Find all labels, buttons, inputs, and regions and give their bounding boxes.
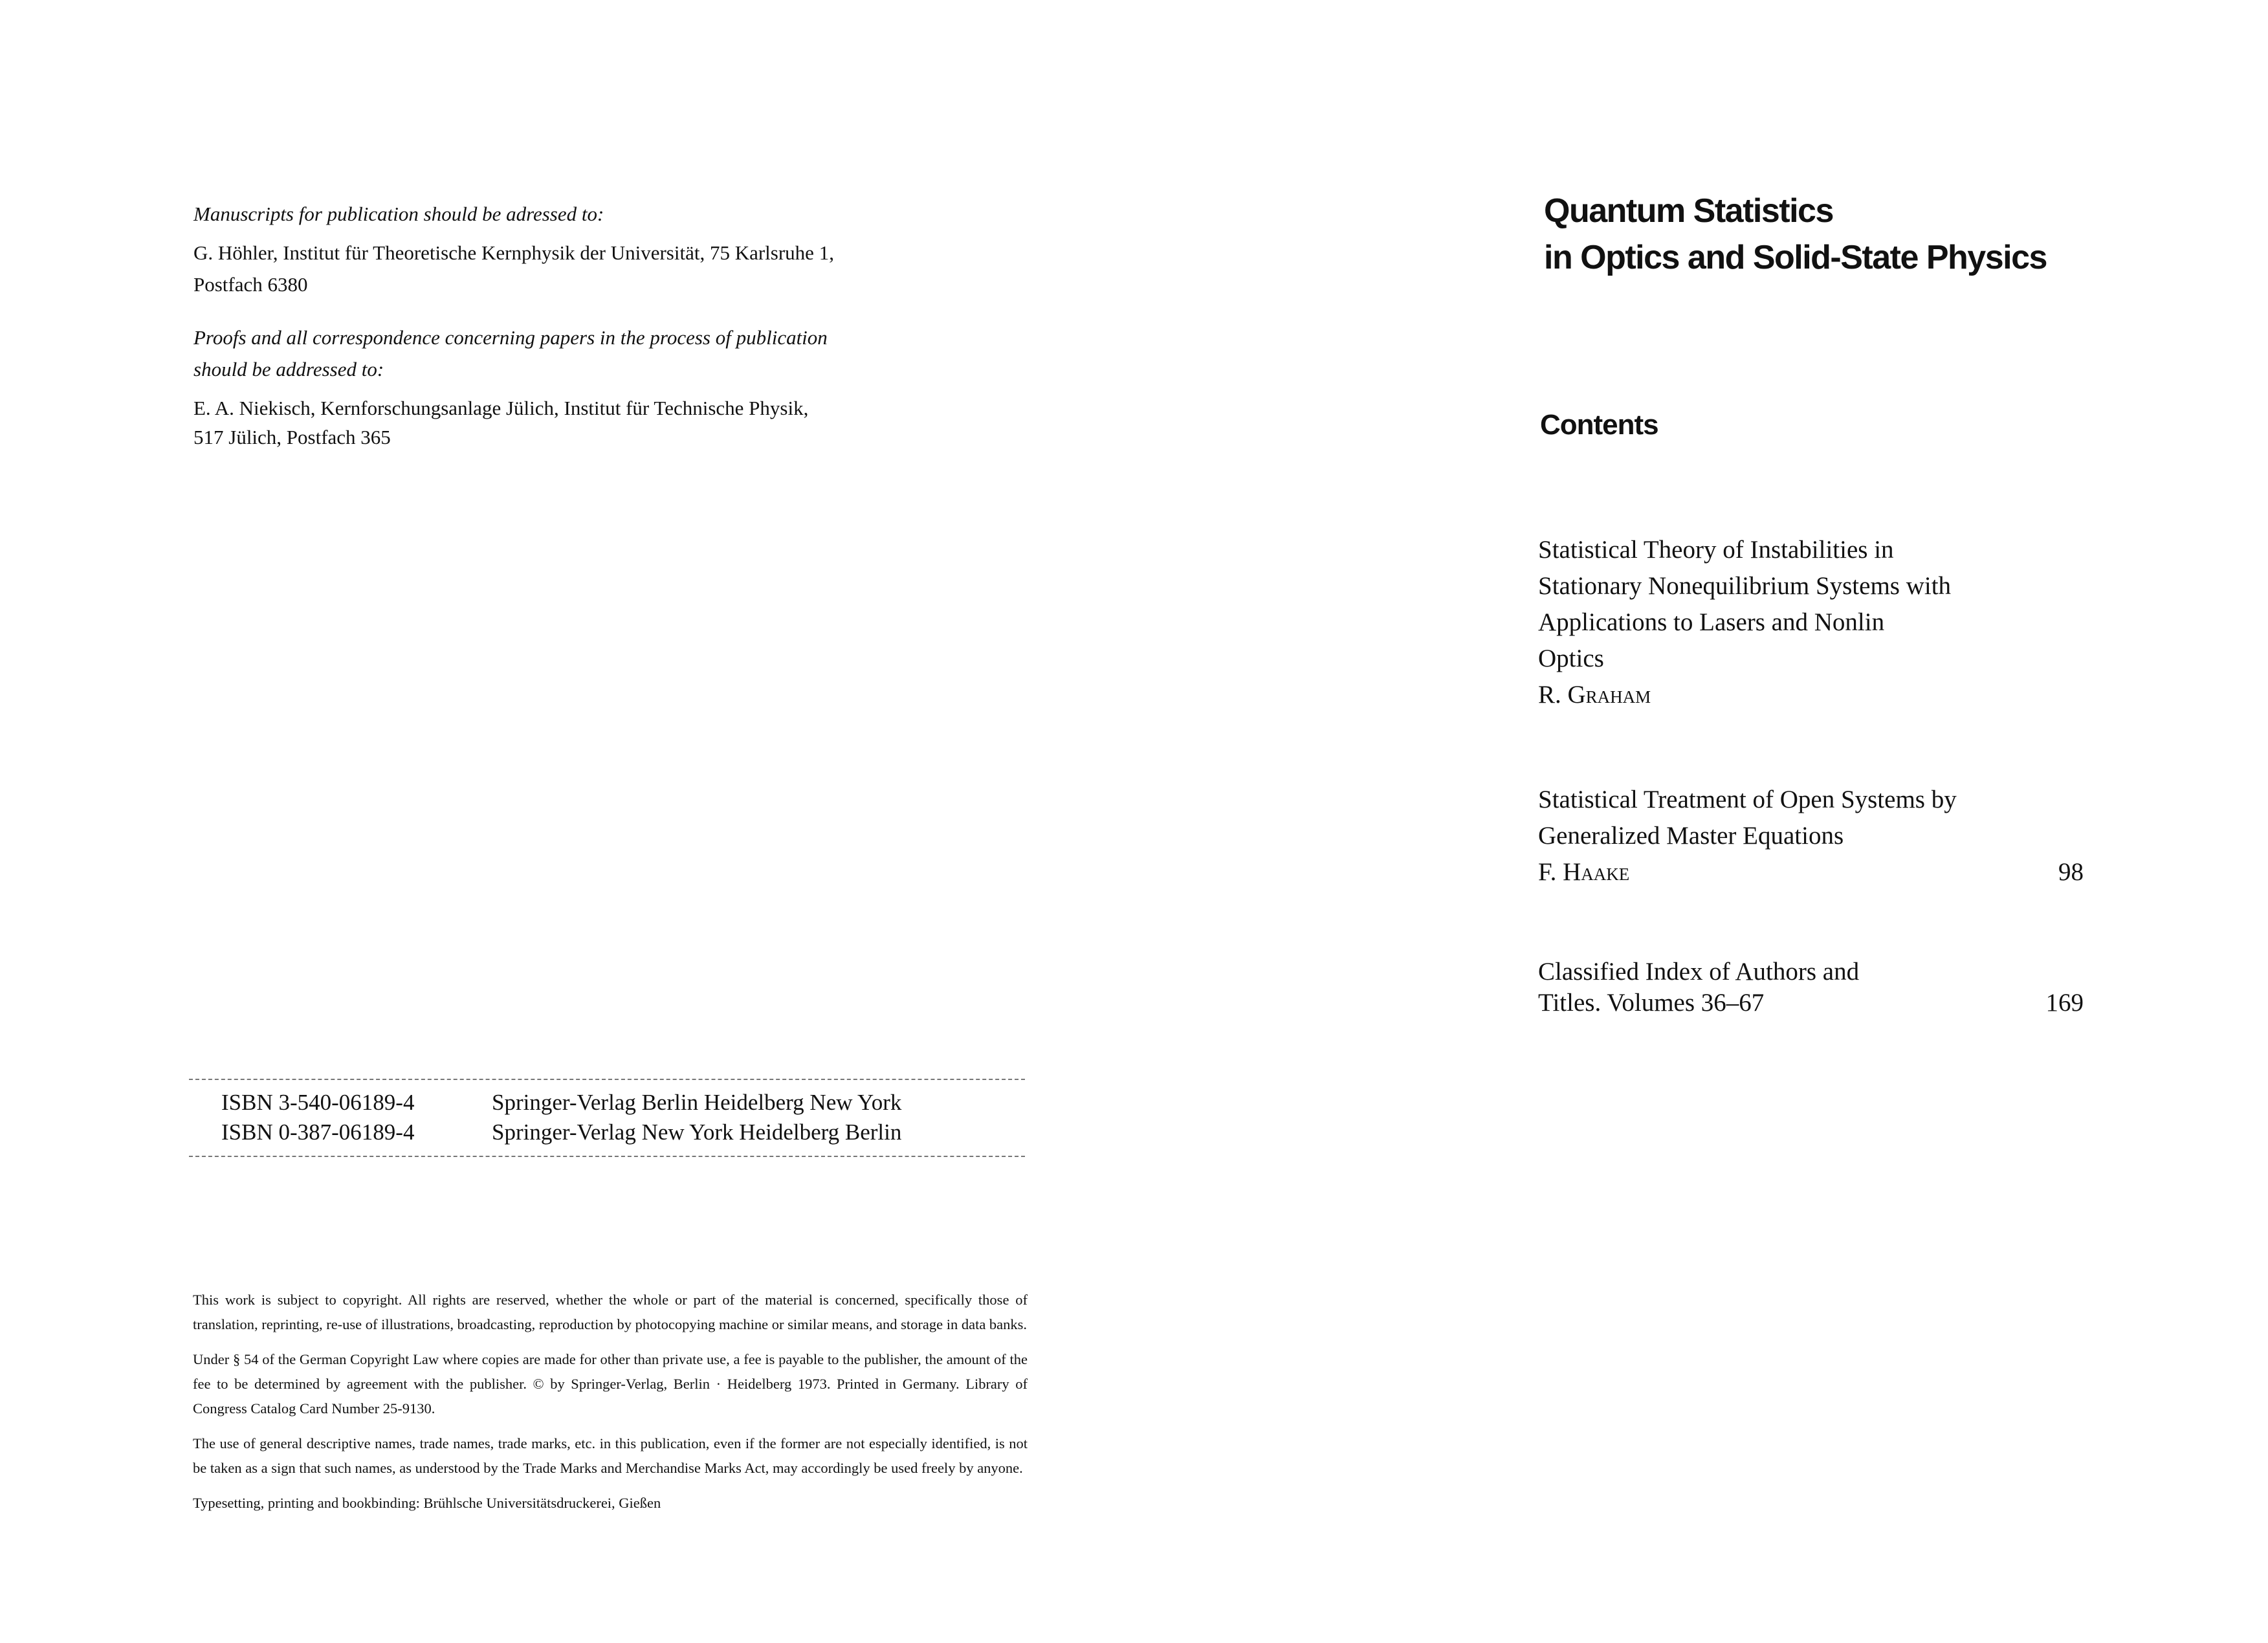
toc-entry-title-line: Optics (1538, 645, 1604, 672)
contents-heading: Contents (1540, 409, 1658, 441)
toc-entry-title-line: Titles. Volumes 36–67 (1538, 989, 1765, 1017)
isbn-bottom-rule (189, 1156, 1025, 1157)
printer-credit: Typesetting, printing and bookbinding: Brühlsche Universitätsdruckerei, Gießen (193, 1495, 661, 1511)
manuscripts-address-line: G. Höhler, Institut für Theoretische Kernphysik der Universität, 75 Karlsruhe 1, (193, 241, 834, 264)
toc-entry[interactable] (1538, 782, 2084, 890)
toc-entry-title-line: Stationary Nonequilibrium Systems with (1538, 572, 1952, 600)
manuscripts-address-line: Postfach 6380 (193, 273, 308, 296)
copyright-paragraph: Under § 54 of the German Copyright Law where copies are made for other than private use, a fee is payable to the publisher, the amount of the fee to be determined by agreement with the publisher. © by Springer-Verlag, Berlin · Heidelberg 1973. Printed in Germany. Library of Congress Catalog Card Number 25-9130. (193, 1351, 1028, 1417)
toc-entry-author: F. Haake (1538, 858, 1630, 886)
toc-entry[interactable] (1538, 956, 2084, 1019)
toc-entry[interactable] (1538, 532, 2084, 713)
isbn-publisher: Springer-Verlag Berlin Heidelberg New York (492, 1090, 902, 1115)
toc-entry-author: R. Graham (1538, 681, 1651, 709)
toc-entry-title-line: Statistical Treatment of Open Systems by (1538, 786, 1957, 813)
proofs-heading-line: should be addressed to: (193, 358, 384, 380)
proofs-address-line: E. A. Niekisch, Kernforschungsanlage Jülich, Institut für Technische Physik, (193, 397, 809, 419)
book-title-line: Quantum Statistics (1544, 192, 1833, 230)
book-title-line: in Optics and Solid-State Physics (1544, 239, 2047, 276)
toc-entry-page: 169 (2045, 989, 2084, 1017)
manuscripts-heading: Manuscripts for publication should be adressed to: (193, 203, 604, 225)
toc-entry-title-line: Applications to Lasers and Nonlin (1538, 608, 1885, 636)
proofs-heading-line: Proofs and all correspondence concerning papers in the process of publication (193, 326, 828, 349)
toc-entry-page: 98 (2058, 858, 2084, 886)
toc-entry-title-line: Classified Index of Authors and (1538, 958, 1860, 986)
copyright-notice (193, 1288, 1028, 1526)
toc-entry-title-line: Generalized Master Equations (1538, 822, 1844, 850)
isbn-number: ISBN 0-387-06189-4 (221, 1119, 415, 1145)
copyright-paragraph: The use of general descriptive names, trade names, trade marks, etc. in this publication, even if the former are not especially identified, is not be taken as a sign that such names, as understood by the Trade Marks and Merchandise Marks Act, may accordingly be used freely by anyone. (193, 1435, 1028, 1476)
isbn-top-rule (189, 1079, 1025, 1080)
toc-entry-title-line: Statistical Theory of Instabilities in (1538, 536, 1894, 564)
copyright-paragraph: This work is subject to copyright. All rights are reserved, whether the whole or part of the material is concerned, specifically those of translation, reprinting, re-use of illustrations, broadcasting, reproduction by photocopying machine or similar means, and storage in data banks. (193, 1292, 1028, 1332)
isbn-publisher: Springer-Verlag New York Heidelberg Berlin (492, 1119, 902, 1145)
isbn-number: ISBN 3-540-06189-4 (221, 1090, 415, 1115)
proofs-address-line: 517 Jülich, Postfach 365 (193, 426, 391, 448)
